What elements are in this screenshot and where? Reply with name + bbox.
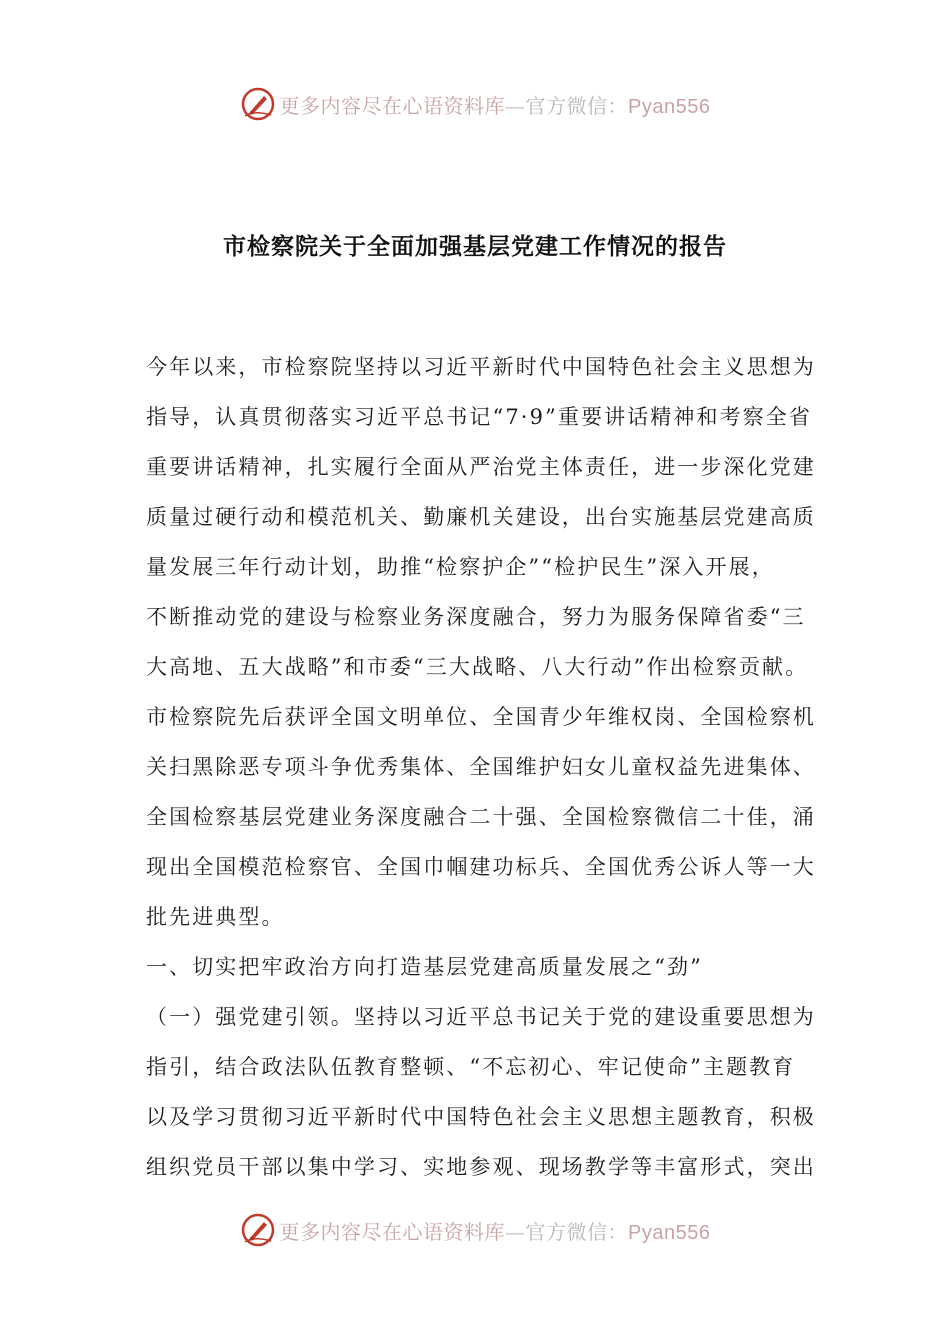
body-line: 量发展三年行动计划，助推“检察护企”“检护民生”深入开展， <box>146 555 775 579</box>
body-line: 组织党员干部以集中学习、实地参观、现场教学等丰富形式，突出 <box>146 1155 816 1179</box>
footer-wechat-id: Pyan556 <box>628 1221 711 1244</box>
pen-nib-logo-icon <box>240 86 276 122</box>
body-line: 以及学习贯彻习近平新时代中国特色社会主义思想主题教育，积极 <box>146 1105 816 1129</box>
header-wechat-label: 官方微信： <box>525 93 629 118</box>
body-line: 关扫黑除恶专项斗争优秀集体、全国维护妇女儿童权益先进集体、 <box>146 755 816 779</box>
body-line: 指引，结合政法队伍教育整顿、“不忘初心、牢记使命”主题教育 <box>146 1055 796 1079</box>
footer-site-text: 更多内容尽在心语资料库 <box>279 1219 506 1244</box>
footer-banner <box>0 1210 950 1250</box>
body-line: 大高地、五大战略”和市委“三大战略、八大行动”作出检察贡献。 <box>146 655 809 679</box>
section-heading: 一、切实把牢政治方向打造基层党建高质量发展之“劲” <box>146 955 703 979</box>
header-separator: — <box>505 93 526 118</box>
body-line: 批先进典型。 <box>146 905 285 929</box>
header-banner-text <box>280 90 711 119</box>
header-site-text: 更多内容尽在心语资料库 <box>279 93 506 118</box>
body-line: 重要讲话精神，扎实履行全面从严治党主体责任，进一步深化党建 <box>146 455 816 479</box>
body-line: 现出全国模范检察官、全国巾帼建功标兵、全国优秀公诉人等一大 <box>146 855 816 879</box>
header-banner <box>0 84 950 124</box>
footer-wechat-label: 官方微信： <box>525 1219 629 1244</box>
body-line: （一）强党建引领。坚持以习近平总书记关于党的建设重要思想为 <box>146 1005 816 1029</box>
pen-nib-logo-icon <box>240 1212 276 1248</box>
document-title: 市检察院关于全面加强基层党建工作情况的报告 <box>223 234 727 260</box>
body-line: 市检察院先后获评全国文明单位、全国青少年维权岗、全国检察机 <box>146 705 816 729</box>
body-line: 今年以来，市检察院坚持以习近平新时代中国特色社会主义思想为 <box>146 355 816 379</box>
body-line: 不断推动党的建设与检察业务深度融合，努力为服务保障省委“三 <box>146 605 806 629</box>
header-wechat-id: Pyan556 <box>628 95 711 118</box>
footer-separator: — <box>505 1219 526 1244</box>
document-body <box>146 342 816 1192</box>
body-line: 指导，认真贯彻落实习近平总书记“7·9”重要讲话精神和考察全省 <box>146 405 812 429</box>
body-line: 全国检察基层党建业务深度融合二十强、全国检察微信二十佳，涌 <box>146 805 816 829</box>
footer-banner-text <box>280 1216 711 1245</box>
body-line: 质量过硬行动和模范机关、勤廉机关建设，出台实施基层党建高质 <box>146 505 816 529</box>
